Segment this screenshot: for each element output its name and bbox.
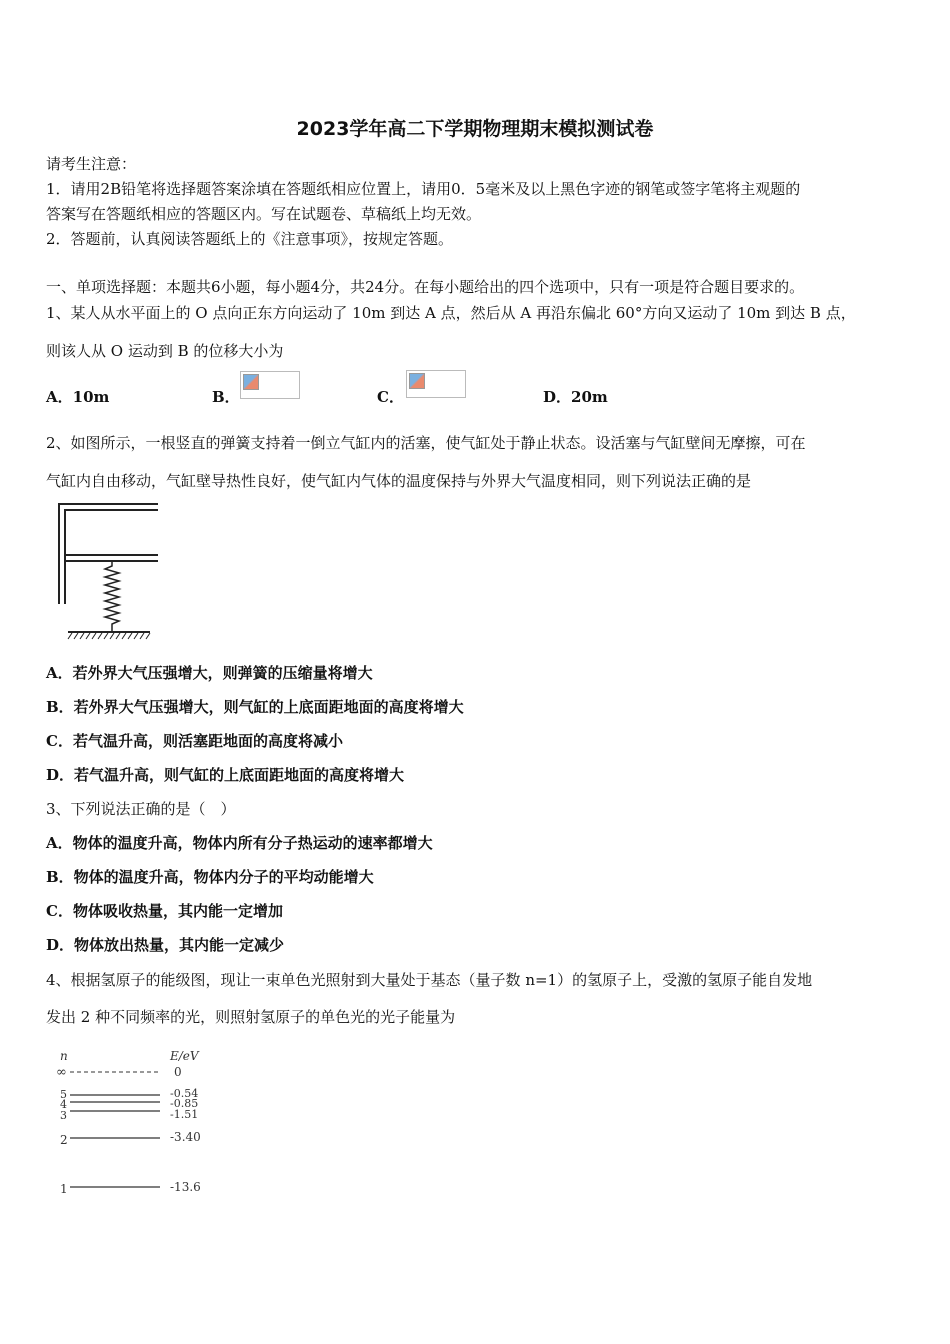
section-heading: 一、单项选择题：本题共6小题，每小题4分，共24分。在每小题给出的四个选项中，只有一项是符合题目要求的。	[46, 278, 805, 296]
q1-option-c-image	[406, 370, 466, 398]
q3-option-b: B．物体的温度升高，物体内分子的平均动能增大	[46, 868, 374, 886]
broken-image-icon	[406, 370, 466, 398]
n-axis-label: n	[60, 1049, 68, 1063]
q1-stem-line-1: 1、某人从水平面上的 O 点向正东方向运动了 10m 到达 A 点，然后从 A 再沿东偏北 60°方向又运动了 10m 到达 B 点，	[46, 304, 856, 322]
level-n-3: 3	[60, 1109, 67, 1122]
q3-option-a: A．物体的温度升高，物体内所有分子热运动的速率都增大	[46, 834, 433, 852]
q2-option-c: C．若气温升高，则活塞距地面的高度将减小	[46, 732, 343, 750]
q3-option-d: D．物体放出热量，其内能一定减少	[46, 936, 285, 954]
level-e-5: -0.54	[170, 1087, 199, 1100]
page-title: 2023学年高二下学期物理期末模拟测试卷	[296, 118, 654, 140]
energy-level-diagram	[50, 1046, 220, 1206]
piston	[65, 555, 158, 561]
q2-stem-line-1: 2、如图所示，一根竖直的弹簧支持着一倒立气缸内的活塞，使气缸处于静止状态。设活塞与气缸壁间无摩擦，可在	[46, 434, 806, 452]
q1-stem-line-2: 则该人从 O 运动到 B 的位移大小为	[46, 342, 284, 360]
q1-option-c-label: C．	[377, 388, 404, 406]
level-e-3: -1.51	[170, 1108, 199, 1121]
q1-option-b	[212, 386, 240, 407]
level-e-4: -0.85	[170, 1097, 199, 1110]
q1-option-c	[377, 386, 404, 407]
notice-item-2: 2．答题前，认真阅读答题纸上的《注意事项》，按规定答题。	[46, 230, 454, 248]
q3-stem: 3、下列说法正确的是（ ）	[46, 800, 236, 818]
spring	[105, 561, 119, 631]
q2-option-a: A．若外界大气压强增大，则弹簧的压缩量将增大	[46, 664, 373, 682]
notice-item-1-line-1: 1．请用2B铅笔将选择题答案涂填在答题纸相应位置上，请用0．5毫米及以上黑色字迹的钢笔或签字笔将主观题的	[46, 180, 801, 198]
level-n-2: 2	[60, 1133, 68, 1147]
level-n-inf: ∞	[56, 1065, 67, 1080]
q4-stem-line-2: 发出 2 种不同频率的光，则照射氢原子的单色光的光子能量为	[46, 1008, 456, 1026]
q4-stem-line-1: 4、根据氢原子的能级图，现让一束单色光照射到大量处于基态（量子数 n=1）的氢原子上，受激的氢原子能自发地	[46, 971, 813, 989]
notice-heading: 请考生注意：	[46, 155, 137, 173]
broken-image-icon	[240, 371, 300, 399]
level-e-2: -3.40	[170, 1130, 201, 1144]
notice-item-1-line-2: 答案写在答题纸相应的答题区内。写在试题卷、草稿纸上均无效。	[46, 205, 482, 223]
q2-option-b: B．若外界大气压强增大，则气缸的上底面距地面的高度将增大	[46, 698, 464, 716]
q1-option-a: A．10m	[46, 388, 110, 406]
energy-axis-label: E/eV	[170, 1049, 199, 1063]
cylinder-spring-diagram	[58, 503, 158, 643]
q1-option-b-label: B．	[212, 388, 240, 406]
q1-option-d: D．20m	[543, 388, 608, 406]
level-e-inf: 0	[174, 1065, 182, 1079]
level-n-1: 1	[60, 1182, 68, 1196]
q2-stem-line-2: 气缸内自由移动，气缸壁导热性良好，使气缸内气体的温度保持与外界大气温度相同，则下列说法正确的是	[46, 472, 752, 490]
q3-option-c: C．物体吸收热量，其内能一定增加	[46, 902, 283, 920]
level-e-1: -13.6	[170, 1180, 201, 1194]
q2-option-d: D．若气温升高，则气缸的上底面距地面的高度将增大	[46, 766, 405, 784]
level-n-4: 4	[60, 1098, 67, 1111]
q1-option-b-image	[240, 371, 300, 399]
level-n-5: 5	[60, 1088, 67, 1101]
ground-hatch	[68, 633, 150, 639]
